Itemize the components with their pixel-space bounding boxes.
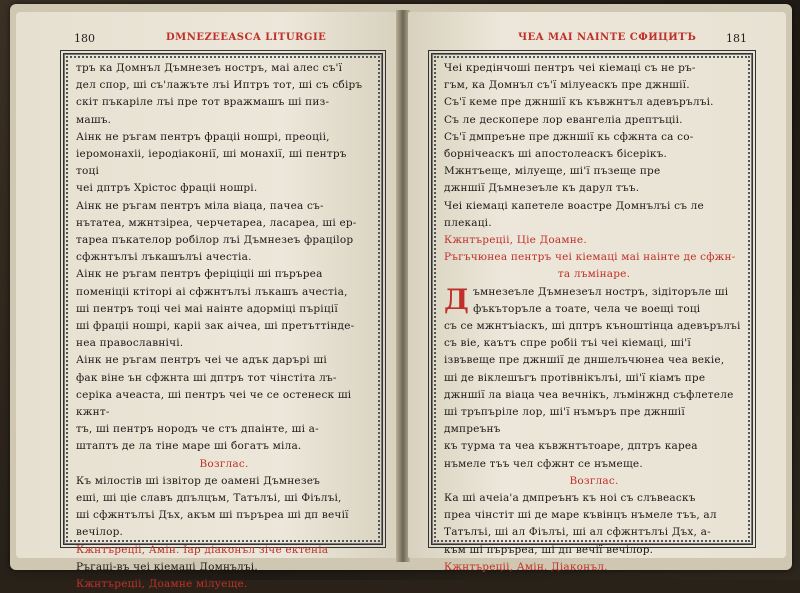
text-line: Мжнтъеще, мілуеще, ші'ї пъзеще пре [444,165,661,178]
drop-cap-rest: ъмнезеъле Дъмнезеъл ностръ, зідіторъле ші [473,285,729,298]
text-line: Ръгъчюнеа пентръ чеі кіемаці маі наінте де сфжн- [444,251,736,264]
text-line: Аінк не ръгам пентръ міла віаца, пачеа съ- [76,199,324,212]
text-line: джншії Дъмнезеъле къ дарул тъъ. [444,182,640,195]
text-line: Ръгаці-въ чеі кіемаці Домнълъі. [76,560,258,573]
text-line: тъ, ші пентръ нородъ че стъ дпаінте, ші а- [76,423,319,436]
left-page-number: 180 [74,32,95,45]
text-line: еші, ші ціе славъ дпълцъм, Татълъі, ші Фіълъі, [76,492,342,505]
text-line: вечілор. [76,526,124,539]
right-page-text [444,60,744,576]
text-line: іеромонахіі, іеродіаконії, ші монахії, ші пентръ тоці [76,148,347,178]
text-line: Возглас. [199,457,249,470]
text-line: преа чінстіт ші де маре къвінцъ нъмеле тъъ, ал [444,509,717,522]
text-line: ші пентръ тоці чеі маі наінте адорміці пъріції [76,302,338,315]
text-line: Кжнтъреціі, Доамне мілуеще. [76,578,248,591]
text-line: та лъмінаре. [557,268,631,281]
text-line: тръ ка Домнъл Дъмнезеъ ностръ, маі алес съ'ї [76,62,343,74]
text-line: Чеі кіемаці капетеле воастре Домнълъі съ ле [444,199,704,212]
text-line: фак віне ън сфжнта ші дптръ тот чінстіта лъ- [76,371,337,384]
text-line: съ віе, каътъ спре робіі тъі чеі кіемаці, ші'ї [444,337,691,350]
text-line: тареа пъкателор робілор лъі Дъмнезеъ фраціlор [76,234,354,247]
text-line: дел спор, ші съ'лажъте лъі Иптръ тот, ші съ сбіръ [76,79,363,92]
text-line: фъкъторъле а тоате, чела че воещі тоці [473,302,701,315]
drop-cap: Д [444,282,470,316]
text-line: джншії ла віаца чеа вечнікъ, лъмінжнд съфлетеле [444,388,734,401]
text-line: към ші пъръреа, ші дп вечії вечілор. [444,543,654,556]
text-line: Возглас. [569,474,619,487]
left-running-head: DMNEZEEASCA LITURGIE [166,32,327,43]
text-line: къ турма та чеа къвжнтътоаре, дптръ кареа [444,440,698,453]
text-line: серіка ачеаста, ші пентръ чеі че се остенеск ші кжнт- [76,388,352,419]
text-line: чеі дптръ Хрістос фраціі ношрі. [76,182,258,195]
open-book [10,4,792,591]
text-line: нътатеа, мжнтзіреа, черчетареа, ласареа, ші ер- [76,216,357,229]
text-line: Съ ле дескопере лор евангеліа дрептъціі. [444,113,683,126]
text-line: Кжнтъреціі, Амін. Іар діаконъл зіче ектеніа [76,543,329,556]
text-line: сфжнтълъі лъкашълъі ачестіа. [76,251,252,264]
text-line: ші де віклешъгъ протівнікълъі, ші'ї кіамъ пре [444,371,706,384]
text-line: Ка ші ачеіа'а дмпреънъ къ ноі съ слъвеаскъ [444,492,696,505]
text-line: Къ мілостів ші ізвітор де оамені Дъмнезеъ [76,474,321,487]
text-line: гъм, ка Домнъл съ'ї мілуеаскъ пре джншії. [444,79,690,92]
text-line: неа православнічі. [76,337,184,350]
text-line: Татълъі, ші ал Фіълъі, ші ал сфжнтълъі Дъх, а- [444,526,711,539]
text-line: штаптъ де ла тіне маре ші богатъ міла. [76,440,302,453]
text-line: ші фраціі ношрі, каріі зак аічеа, ші претъттіндe- [76,320,355,333]
text-line: Съ'ї дмпреъне пре джншії кь сфжнта са со- [444,130,694,143]
text-line: ші сфжнтълъі Дъх, акъм ші пъръреа ші дп вечії [76,509,349,522]
text-line: Кжнтъреціі, Ціе Доамне. [444,234,587,247]
text-line: машъ. [76,113,112,126]
text-line: Аінк не ръгам пентръ чеі че адък дарърі ші [76,354,327,367]
text-line: ізвъвеще пре джншії де дншелъчюнеа чеа векіе, [444,354,725,367]
text-line: ші тръпъріле лор, ші'ї нъмъръ пре джншії дмпреънъ [444,406,685,436]
text-line: поменіціі ктіторі аі сфжнтълъі лъкашъ ачестіа, [76,285,348,298]
right-page [408,12,786,573]
left-page-text [76,60,372,593]
text-line: плекаці. [444,216,492,229]
text-line: нъмеле тъъ чел сфжнт се нъмеще. [444,457,643,470]
text-line: Кжнтъреціі, Амін. Діаконъл. [444,560,608,573]
text-line: Аінк не ръгам пентръ феріціціі ші пъръреа [76,268,323,281]
right-page-number: 181 [726,32,747,45]
text-line: съ се мжнтъіаскъ, ші дптръ къноштінца адевърълъі [444,320,741,333]
right-running-head: ЧEA MAI NAINTE СФИЦИТЪ [518,32,697,43]
text-line: скіт пъкаріле лъі пре тот вражмашъ ші пиз- [76,96,330,109]
text-line: Аінк не ръгам пентръ фраціі ношрі, преоціі, [76,130,330,143]
left-page [16,12,398,591]
text-line: Чеі кредінчоші пентръ чеі кіемаці съ не ръ- [444,62,696,74]
text-line: Съ'ї кеме пре джншії къ къвжнтъл адевърълъі. [444,96,714,109]
text-line: борнічеаскъ ші апостолеаскъ бісерікъ. [444,148,668,161]
